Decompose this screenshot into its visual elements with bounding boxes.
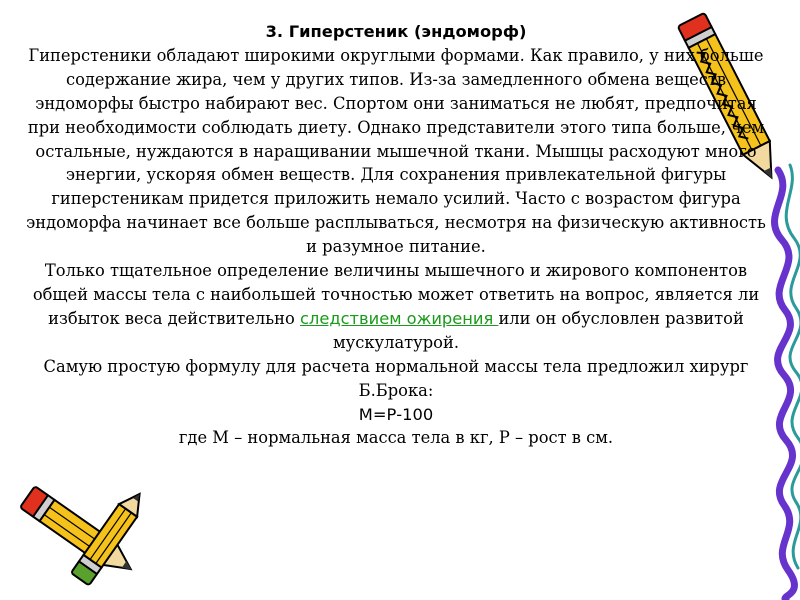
pencil-icon-bottom-left-2 — [55, 478, 165, 598]
paragraph-broca: Самую простую формулу для расчета нормальной массы тела предложил хирург Б.Брока: — [43, 356, 749, 400]
broca-formula: М=Р-100 — [358, 404, 434, 424]
paragraph-assessment — [22, 259, 770, 355]
paragraph-assessment-text: Только тщательное определение величины мышечного и жирового компонентов общей массы тела с наибольшей точностью может ответить на вопрос, является ли избыток веса действительно — [32, 261, 760, 328]
obesity-link[interactable]: следствием ожирения — [299, 308, 499, 328]
paragraph-hypersthenic: Гиперстеники обладают широкими округлыми формами. Как правило, у них больше содержание жира, чем у других типов. Из-за замедленного обмена веществ эндоморфы быстро набирают вес. Спортом они заниматься не любят, предпочитая при необходимости соблюдать диету. Однако представители этого типа больше, чем остальные, нуждаются в наращивании мышечной ткани. Мышцы расходуют много энергии, ускоряя обмен веществ. Для сохранения привлекательной фигуры гиперстеникам придется приложить немало усилий. Часто с возрастом фигура эндоморфа начинает все больше расплываться, несмотря на физическую активность и разумное питание. — [26, 45, 766, 257]
formula-explanation: где М – нормальная масса тела в кг, Р – рост в см. — [178, 428, 614, 448]
paragraph-assessment-end: или он обусловлен развитой мускулатурой. — [332, 308, 744, 352]
slide-text — [22, 20, 770, 450]
slide-title: 3. Гиперстеник (эндоморф) — [265, 22, 527, 41]
